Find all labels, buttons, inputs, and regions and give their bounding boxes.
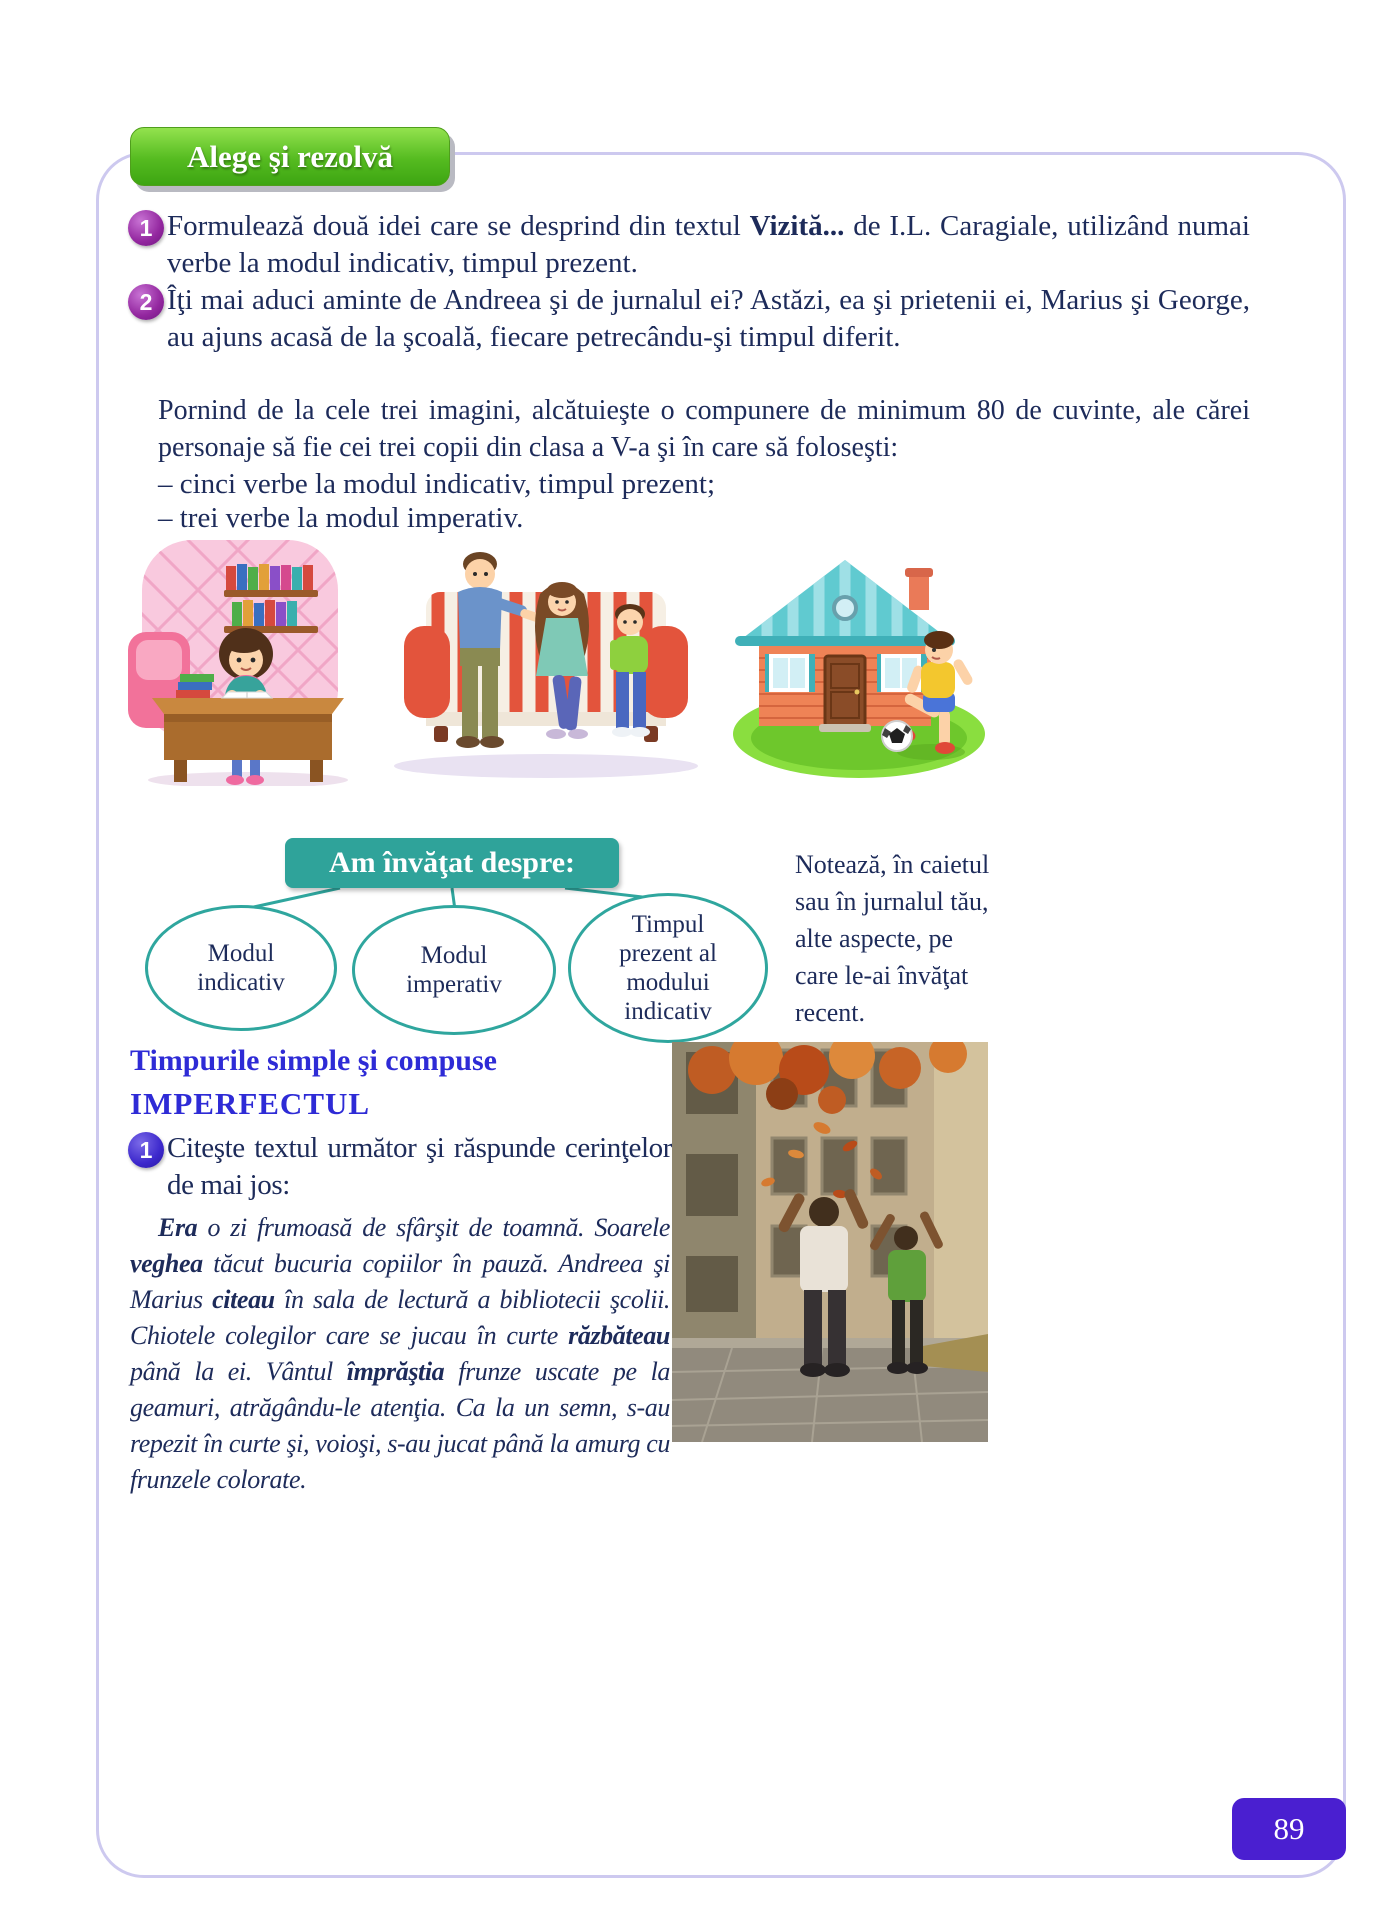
reading-text: în sala de lectură a bibliotecii şcolii. Chiotele colegilor care se jucau în curte — [130, 1285, 670, 1350]
verb-highlight: Era — [158, 1213, 198, 1242]
illustration-family-couch — [380, 534, 712, 786]
exercise-1-text-part: de I.L. Caragiale, utilizând numai verbe la modul indicativ, timpul prezent. — [167, 210, 1250, 279]
requirement-item-2: – trei verbe la modul imperativ. — [158, 502, 524, 534]
composition-instructions: Pornind de la cele trei imagini, alcătuieşte o compunere de minimum 80 de cuvinte, ale cărei personaje să fie cei trei copii din clasa a V-a şi în care să foloseşti: — [158, 395, 1250, 463]
verb-highlight: veghea — [130, 1249, 203, 1278]
page-number: 89 — [1273, 1811, 1305, 1846]
page-number-badge — [1232, 1798, 1346, 1860]
verb-highlight: împrăştia — [346, 1357, 445, 1386]
exercise-1-title-ref: Vizită... — [749, 210, 845, 242]
exercise-2-text: Îţi mai aduci aminte de Andreea şi de jurnalul ei? Astăzi, ea şi prietenii ei, Marius şi George, au ajuns acasă de la şcoală, fiecare petrecându-şi timpul diferit. — [167, 284, 1250, 353]
illustration-boy-football — [733, 540, 989, 780]
exercise-3-number: 1 — [128, 1132, 164, 1168]
concept-oval-present-tense — [568, 893, 768, 1043]
photo-children-autumn — [672, 1042, 988, 1442]
chapter-title: IMPERFECTUL — [130, 1086, 371, 1121]
note-text: Notează, în caietul sau în jurnalul tău, alte aspecte, pe care le-ai învăţat recent. — [795, 850, 990, 1027]
illustration-girl-studying — [128, 536, 368, 786]
learned-badge — [285, 838, 619, 888]
chapter-subtitle: Timpurile simple şi compuse — [130, 1044, 497, 1077]
verb-highlight: citeau — [212, 1285, 275, 1314]
concept-oval-indicative — [145, 905, 337, 1031]
concept-label: Timpul prezent al modului indicativ — [619, 911, 717, 1025]
exercise-1-text-part: Formulează două idei care se desprind din textul — [167, 210, 750, 242]
exercise-2-number: 2 — [128, 284, 164, 320]
exercise-1-text — [167, 208, 1250, 282]
verb-highlight: răzbăteau — [568, 1321, 670, 1350]
section-badge-label: Alege şi rezolvă — [186, 138, 394, 174]
exercise-1-number: 1 — [128, 210, 164, 246]
section-badge — [130, 127, 450, 186]
concept-oval-imperative — [352, 905, 556, 1035]
learned-badge-label: Am învăţat despre: — [328, 846, 576, 879]
concept-label: Modul indicativ — [197, 940, 285, 996]
reading-passage — [130, 1210, 670, 1498]
concept-label: Modul imperativ — [406, 942, 502, 998]
requirement-item-1: – cinci verbe la modul indicativ, timpul prezent; — [158, 468, 716, 500]
reading-text: tăcut bucuria copiilor în pauză. Andreea şi Marius — [130, 1249, 670, 1314]
reading-text: o zi frumoasă de sfârşit de toamnă. Soarele — [197, 1213, 670, 1242]
reading-text: până la ei. Vântul — [130, 1357, 347, 1386]
reading-text: frunze uscate pe la geamuri, atrăgându-le atenţia. Ca la un semn, s-au repezit în curte şi, voioşi, s-au jucat până la amurg cu frunzele colorate. — [130, 1357, 670, 1494]
exercise-3-text: Citeşte textul următor şi răspunde cerinţelor de mai jos: — [167, 1132, 672, 1201]
